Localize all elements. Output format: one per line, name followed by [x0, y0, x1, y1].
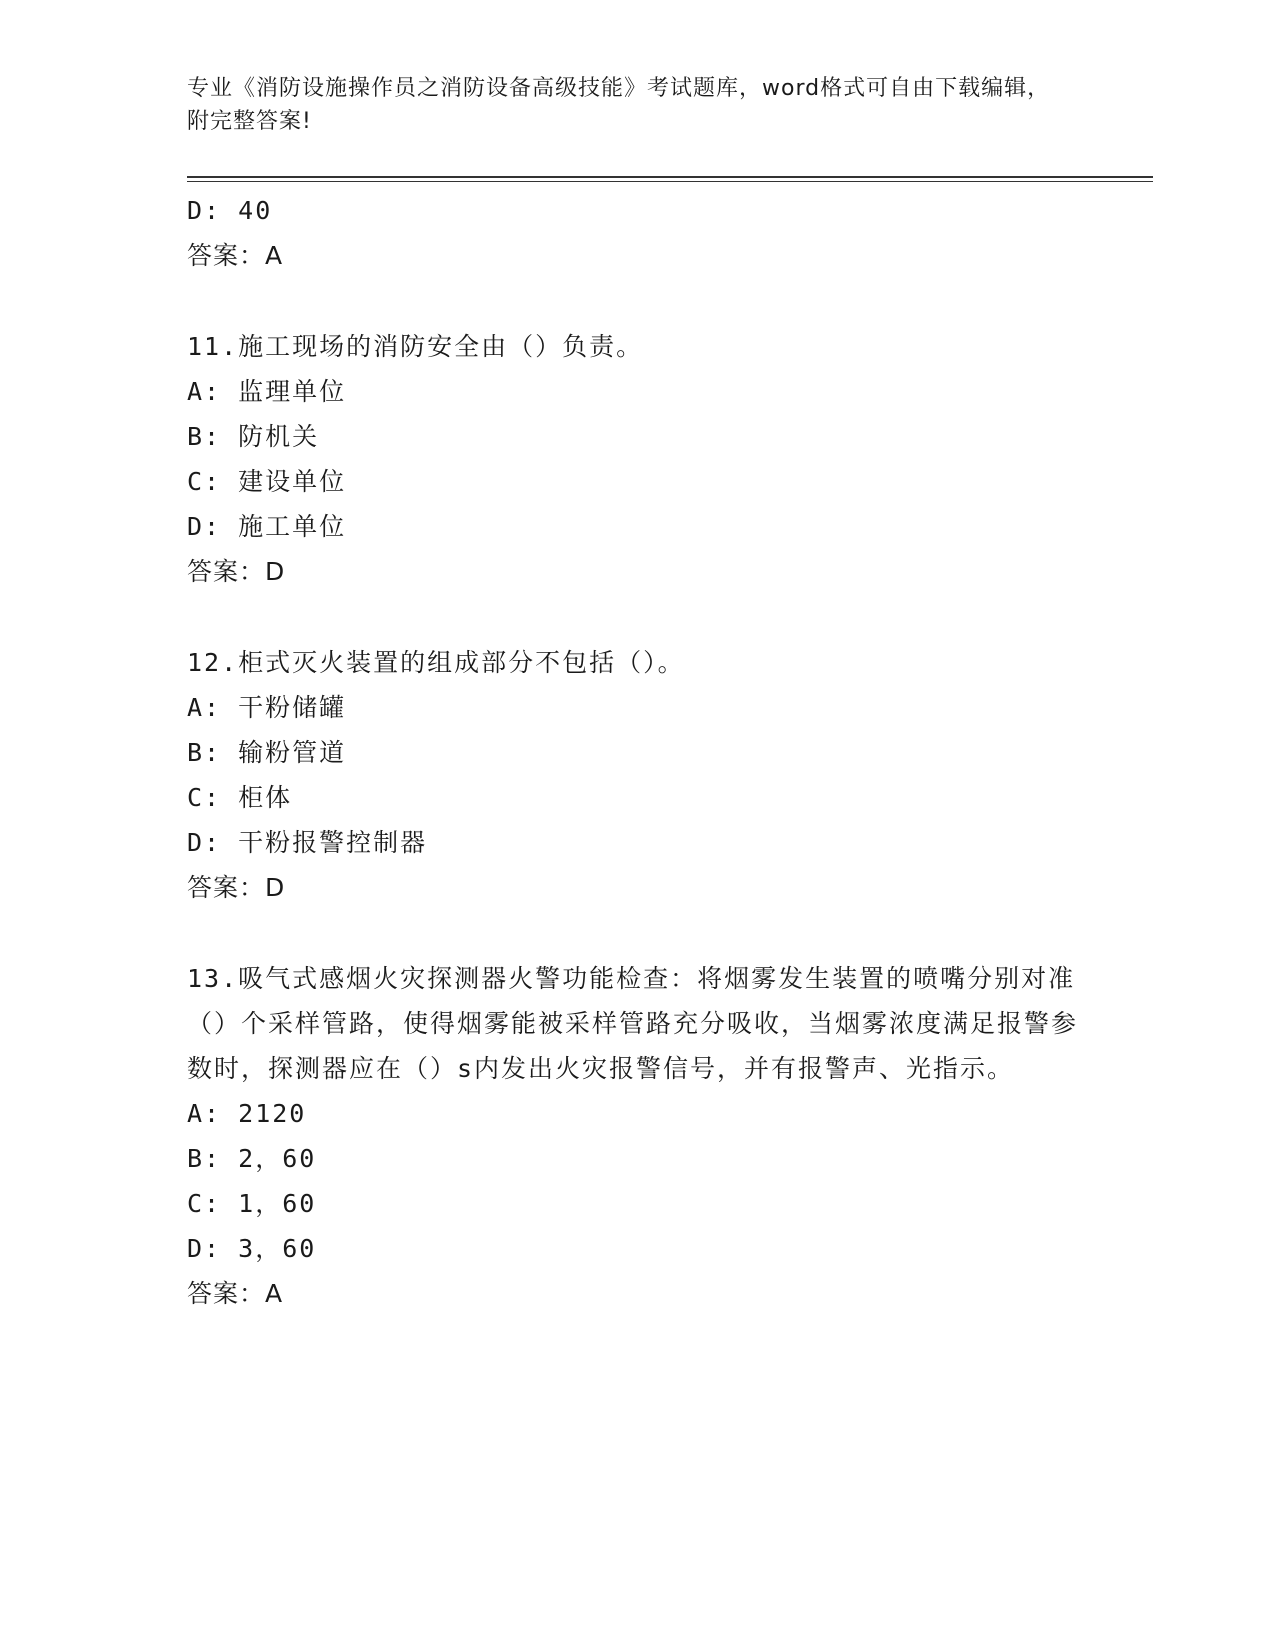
question-content — [187, 188, 1087, 1317]
q12-stem: 12.柜式灭火装置的组成部分不包括（）。 — [187, 648, 685, 677]
q10-option-d: D: 40 — [187, 196, 273, 225]
q12-option-a: A: 干粉储罐 — [187, 693, 347, 722]
q13-option-c: C: 1，60 — [187, 1189, 317, 1218]
q11-option-a: A: 监理单位 — [187, 377, 347, 406]
q13-option-b: B: 2，60 — [187, 1144, 317, 1173]
q11-option-d: D: 施工单位 — [187, 512, 347, 541]
q12-option-d: D: 干粉报警控制器 — [187, 828, 428, 857]
page-header: 专业《消防设施操作员之消防设备高级技能》考试题库，word格式可自由下载编辑，附完整答案! — [187, 76, 1051, 134]
q13-option-d: D: 3，60 — [187, 1234, 317, 1263]
q11-stem: 11.施工现场的消防安全由（）负责。 — [187, 332, 644, 361]
q12-answer: 答案：D — [187, 873, 286, 902]
header-divider — [187, 176, 1153, 182]
q11-option-c: C: 建设单位 — [187, 467, 347, 496]
q12-option-c: C: 柜体 — [187, 783, 293, 812]
q13-answer: 答案：A — [187, 1279, 284, 1308]
q10-answer: 答案：A — [187, 241, 284, 270]
q13-option-a: A: 2120 — [187, 1099, 307, 1128]
q11-option-b: B: 防机关 — [187, 422, 320, 451]
q11-answer: 答案：D — [187, 557, 286, 586]
spacer — [187, 595, 1087, 640]
q12-option-b: B: 输粉管道 — [187, 738, 347, 767]
q13-stem: 13.吸气式感烟火灾探测器火警功能检查：将烟雾发生装置的喷嘴分别对准（）个采样管路，使得烟雾能被采样管路充分吸收，当烟雾浓度满足报警参数时，探测器应在（）s内发出火灾报警信号，并有报警声、光指示。 — [187, 964, 1079, 1083]
spacer — [187, 279, 1087, 324]
spacer — [187, 911, 1087, 956]
